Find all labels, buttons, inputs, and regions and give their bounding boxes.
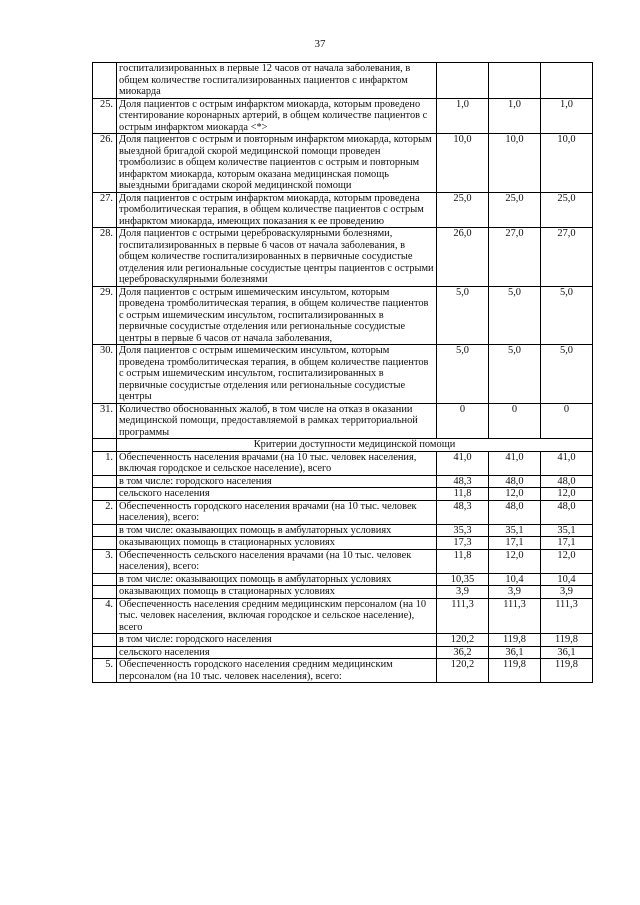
row-value-2: 25,0 <box>489 192 541 228</box>
row-indicator-text: сельского населения <box>117 646 437 659</box>
row-value-3: 36,1 <box>541 646 593 659</box>
row-indicator-text: Доля пациентов с острым инфарктом миокарда, которым проведена тромболитическая терапия, в общем количестве пациентов с острым инфарктом миокарда, имеющих показания к ее проведению <box>117 192 437 228</box>
row-value-2: 12,0 <box>489 549 541 573</box>
row-value-3: 111,3 <box>541 598 593 634</box>
row-value-1: 26,0 <box>437 228 489 287</box>
row-value-1: 5,0 <box>437 345 489 404</box>
row-value-2: 0 <box>489 403 541 439</box>
row-value-3: 5,0 <box>541 345 593 404</box>
row-value-2: 10,0 <box>489 134 541 193</box>
row-value-2: 5,0 <box>489 345 541 404</box>
table-row <box>93 598 593 634</box>
row-value-1: 10,35 <box>437 573 489 586</box>
table-row <box>93 345 593 404</box>
row-value-2: 36,1 <box>489 646 541 659</box>
row-value-1: 11,8 <box>437 549 489 573</box>
row-indicator-text: оказывающих помощь в стационарных условиях <box>117 537 437 550</box>
row-value-2: 10,4 <box>489 573 541 586</box>
row-value-1: 48,3 <box>437 500 489 524</box>
table-row <box>93 98 593 134</box>
row-indicator-text: в том числе: городского населения <box>117 634 437 647</box>
quality-criteria-rows <box>93 63 593 439</box>
row-value-2: 41,0 <box>489 451 541 475</box>
row-value-1: 11,8 <box>437 488 489 501</box>
row-indicator-text: сельского населения <box>117 488 437 501</box>
row-number <box>93 586 117 599</box>
row-number: 26. <box>93 134 117 193</box>
row-indicator-text: Доля пациентов с острыми цереброваскулярными болезнями, госпитализированных в первые 6 часов от начала заболевания, в общем количестве госпитализированных в первичные сосудистые отделения или региональные сосудистые центры пациентов с острыми цереброваскулярными болезнями <box>117 228 437 287</box>
row-value-3: 119,8 <box>541 659 593 683</box>
row-value-1 <box>437 63 489 99</box>
row-number: 28. <box>93 228 117 287</box>
accessibility-criteria-rows <box>93 451 593 683</box>
section-header-row <box>93 439 593 452</box>
row-value-1: 3,9 <box>437 586 489 599</box>
row-value-3: 48,0 <box>541 500 593 524</box>
row-number: 1. <box>93 451 117 475</box>
row-value-1: 120,2 <box>437 659 489 683</box>
row-indicator-text: Доля пациентов с острым инфарктом миокарда, которым проведено стентирование коронарных артерий, в общем количестве пациентов с острым инфарктом миокарда <*> <box>117 98 437 134</box>
row-value-1: 35,3 <box>437 524 489 537</box>
row-value-3: 10,4 <box>541 573 593 586</box>
row-number: 25. <box>93 98 117 134</box>
table-row <box>93 500 593 524</box>
row-number <box>93 488 117 501</box>
row-value-1: 111,3 <box>437 598 489 634</box>
row-number: 30. <box>93 345 117 404</box>
row-indicator-text: в том числе: оказывающих помощь в амбулаторных условиях <box>117 524 437 537</box>
row-value-1: 5,0 <box>437 286 489 345</box>
row-number: 29. <box>93 286 117 345</box>
table-row <box>93 646 593 659</box>
row-value-3: 41,0 <box>541 451 593 475</box>
row-value-2: 119,8 <box>489 659 541 683</box>
row-value-2: 48,0 <box>489 475 541 488</box>
row-value-3: 5,0 <box>541 286 593 345</box>
row-value-3: 12,0 <box>541 549 593 573</box>
row-value-2: 35,1 <box>489 524 541 537</box>
table-row <box>93 488 593 501</box>
row-value-1: 0 <box>437 403 489 439</box>
row-value-2: 17,1 <box>489 537 541 550</box>
row-indicator-text: Обеспеченность сельского населения врачами (на 10 тыс. человек населения), всего: <box>117 549 437 573</box>
row-indicator-text: Обеспеченность городского населения средним медицинским персоналом (на 10 тыс. человек населения), всего: <box>117 659 437 683</box>
table-row <box>93 228 593 287</box>
row-value-3: 1,0 <box>541 98 593 134</box>
row-value-3: 25,0 <box>541 192 593 228</box>
row-value-3: 27,0 <box>541 228 593 287</box>
row-number <box>93 537 117 550</box>
row-indicator-text: Обеспеченность населения средним медицинским персоналом (на 10 тыс. человек населения, включая городское и сельское население), всего <box>117 598 437 634</box>
row-indicator-text: госпитализированных в первые 12 часов от начала заболевания, в общем количестве госпитализированных пациентов с инфарктом миокарда <box>117 63 437 99</box>
row-value-3: 3,9 <box>541 586 593 599</box>
page-number: 37 <box>314 38 326 50</box>
row-number <box>93 475 117 488</box>
row-value-1: 1,0 <box>437 98 489 134</box>
row-value-3: 119,8 <box>541 634 593 647</box>
row-number <box>93 646 117 659</box>
row-indicator-text: Доля пациентов с острым ишемическим инсультом, которым проведена тромболитическая терапия, в общем количестве пациентов с острым ишемическим инсультом, госпитализированных в первичные сосудистые отделения или региональные сосудистые центры в первые 6 часов от начала заболевания, <box>117 286 437 345</box>
row-value-1: 17,3 <box>437 537 489 550</box>
row-value-3: 17,1 <box>541 537 593 550</box>
row-number: 2. <box>93 500 117 524</box>
table-row <box>93 134 593 193</box>
table-row <box>93 549 593 573</box>
row-number: 5. <box>93 659 117 683</box>
row-value-3: 35,1 <box>541 524 593 537</box>
row-value-2: 3,9 <box>489 586 541 599</box>
row-value-3 <box>541 63 593 99</box>
table-row <box>93 634 593 647</box>
table-row <box>93 286 593 345</box>
row-indicator-text: Количество обоснованных жалоб, в том числе на отказ в оказании медицинской помощи, предоставляемой в рамках территориальной программы <box>117 403 437 439</box>
row-indicator-text: оказывающих помощь в стационарных условиях <box>117 586 437 599</box>
table-row <box>93 659 593 683</box>
table-row <box>93 403 593 439</box>
row-value-1: 10,0 <box>437 134 489 193</box>
row-indicator-text: Обеспеченность населения врачами (на 10 тыс. человек населения, включая городское и сельское население), всего <box>117 451 437 475</box>
row-value-1: 25,0 <box>437 192 489 228</box>
table-row <box>93 573 593 586</box>
criteria-table <box>92 62 593 683</box>
row-indicator-text: Обеспеченность городского населения врачами (на 10 тыс. человек населения), всего: <box>117 500 437 524</box>
row-number <box>93 524 117 537</box>
table-row <box>93 537 593 550</box>
row-indicator-text: Доля пациентов с острым ишемическим инсультом, которым проведена тромболитическая терапия, в общем количестве пациентов с острым ишемическим инсультом, госпитализированных в первичные сосудистые отделения или региональные сосудистые центры <box>117 345 437 404</box>
row-value-3: 10,0 <box>541 134 593 193</box>
table-row <box>93 586 593 599</box>
row-value-2: 111,3 <box>489 598 541 634</box>
row-number: 3. <box>93 549 117 573</box>
row-value-3: 48,0 <box>541 475 593 488</box>
row-value-2: 12,0 <box>489 488 541 501</box>
row-value-2: 5,0 <box>489 286 541 345</box>
row-value-2: 48,0 <box>489 500 541 524</box>
row-indicator-text: в том числе: оказывающих помощь в амбулаторных условиях <box>117 573 437 586</box>
table-row <box>93 63 593 99</box>
row-indicator-text: в том числе: городского населения <box>117 475 437 488</box>
row-value-1: 41,0 <box>437 451 489 475</box>
section-title: Критерии доступности медицинской помощи <box>117 439 593 452</box>
row-number: 27. <box>93 192 117 228</box>
row-value-2: 119,8 <box>489 634 541 647</box>
table-row <box>93 192 593 228</box>
row-number: 31. <box>93 403 117 439</box>
row-value-2 <box>489 63 541 99</box>
row-value-1: 48,3 <box>437 475 489 488</box>
table-row <box>93 524 593 537</box>
table-row <box>93 451 593 475</box>
row-value-1: 36,2 <box>437 646 489 659</box>
row-value-2: 1,0 <box>489 98 541 134</box>
row-value-3: 0 <box>541 403 593 439</box>
row-number <box>93 63 117 99</box>
table-row <box>93 475 593 488</box>
row-number <box>93 573 117 586</box>
row-value-2: 27,0 <box>489 228 541 287</box>
row-indicator-text: Доля пациентов с острым и повторным инфарктом миокарда, которым выездной бригадой скорой медицинской помощи проведен тромболизис в общем количестве пациентов с острым и повторным инфарктом миокарда, которым оказана медицинская помощь выездными бригадами скорой медицинской помощи <box>117 134 437 193</box>
row-number <box>93 634 117 647</box>
row-number: 4. <box>93 598 117 634</box>
row-value-1: 120,2 <box>437 634 489 647</box>
row-value-3: 12,0 <box>541 488 593 501</box>
